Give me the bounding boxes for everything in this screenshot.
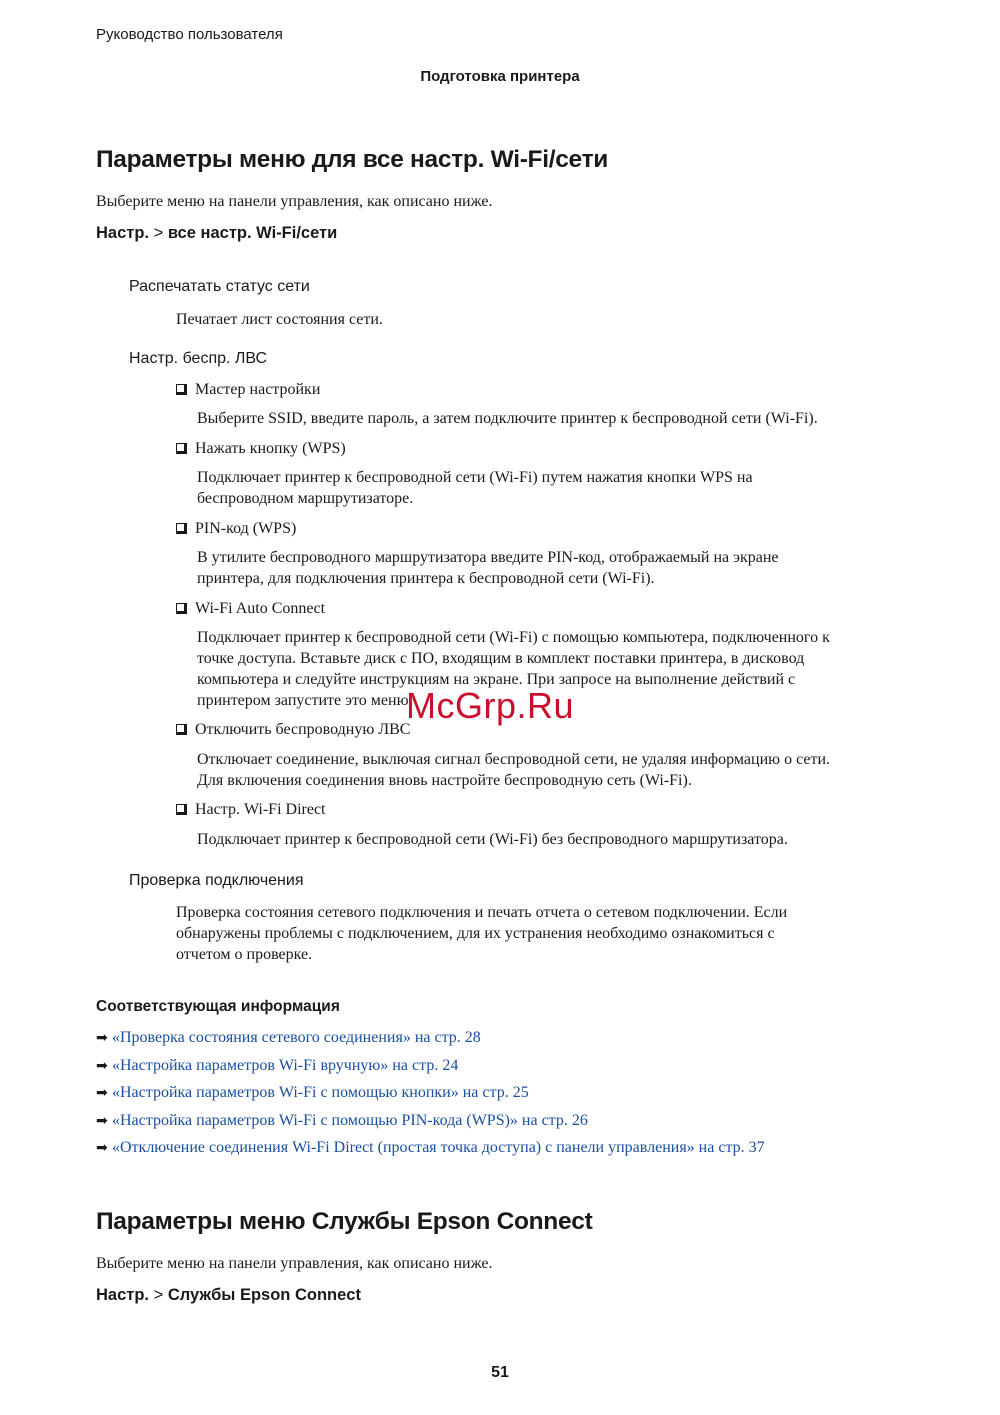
menu-path-separator: > xyxy=(149,1286,168,1304)
menu-connection-check: Проверка подключения xyxy=(129,872,304,889)
menu-path-root: Настр. xyxy=(96,224,150,242)
menu-path-separator: > xyxy=(149,224,168,242)
related-link[interactable]: ➡ «Настройка параметров Wi-Fi с помощью PIN-кода (WPS)» на стр. 26 xyxy=(96,1112,588,1129)
wlan-item-auto-connect-desc: Подключает принтер к беспроводной сети (Wi-Fi) с помощью компьютера, подключенного к точке доступа. Вставьте диск с ПО, входящим в комплект поставки принтера, в дисковод компьютера и следуйте инструкциям на экране. При запросе на выполнение действий с принтером запустите это меню. xyxy=(197,629,830,709)
arrow-right-icon: ➡ xyxy=(96,1058,108,1074)
section-title-epson-connect: Параметры меню Службы Epson Connect xyxy=(96,1208,593,1235)
wlan-item-disable: Отключить беспроводную ЛВС xyxy=(176,721,410,739)
wlan-item-wifi-direct: Настр. Wi-Fi Direct xyxy=(176,801,326,819)
checkbox-bullet-icon xyxy=(176,804,187,815)
menu-path-root: Настр. xyxy=(96,1286,150,1304)
section-intro-wifi: Выберите меню на панели управления, как описано ниже. xyxy=(96,193,493,210)
related-link[interactable]: ➡ «Настройка параметров Wi-Fi вручную» на стр. 24 xyxy=(96,1057,459,1074)
running-header: Руководство пользователя xyxy=(96,26,283,43)
menu-wlan-setup: Настр. беспр. ЛВС xyxy=(129,350,268,367)
checkbox-bullet-icon xyxy=(176,523,187,534)
related-link[interactable]: ➡ «Отключение соединения Wi-Fi Direct (простая точка доступа) с панели управления» на стр. 37 xyxy=(96,1139,765,1156)
page-number: 51 xyxy=(491,1364,509,1381)
menu-connection-check-desc: Проверка состояния сетевого подключения и печать отчета о сетевом подключении. Если обнаружены проблемы с подключением, для их устранения необходимо ознакомиться с отчетом о проверке. xyxy=(176,904,788,963)
menu-print-status: Распечатать статус сети xyxy=(129,278,310,295)
menu-path-wifi xyxy=(96,224,337,243)
wlan-item-wps-button-desc: Подключает принтер к беспроводной сети (Wi-Fi) путем нажатия кнопки WPS на беспроводном маршрутизаторе. xyxy=(197,469,753,507)
wlan-item-wps-pin: PIN-код (WPS) xyxy=(176,520,296,538)
section-title-wifi: Параметры меню для все настр. Wi-Fi/сети xyxy=(96,146,609,173)
arrow-right-icon: ➡ xyxy=(96,1113,108,1129)
wlan-item-wps-button: Нажать кнопку (WPS) xyxy=(176,440,346,458)
arrow-right-icon: ➡ xyxy=(96,1085,108,1101)
arrow-right-icon: ➡ xyxy=(96,1140,108,1156)
watermark: McGrp.Ru xyxy=(406,685,575,726)
wlan-item-wizard-desc: Выберите SSID, введите пароль, а затем подключите принтер к беспроводной сети (Wi-Fi). xyxy=(197,410,818,427)
checkbox-bullet-icon xyxy=(176,724,187,735)
related-link[interactable]: ➡ «Проверка состояния сетевого соединения» на стр. 28 xyxy=(96,1029,481,1046)
related-info-title: Соответствующая информация xyxy=(96,998,340,1015)
wlan-item-disable-desc: Отключает соединение, выключая сигнал беспроводной сети, не удаляя информацию о сети. Для включения соединения вновь настройте беспроводную сеть (Wi-Fi). xyxy=(197,751,831,789)
section-intro-epson-connect: Выберите меню на панели управления, как описано ниже. xyxy=(96,1255,493,1272)
menu-path-leaf: все настр. Wi-Fi/сети xyxy=(167,224,338,242)
checkbox-bullet-icon xyxy=(176,603,187,614)
menu-print-status-desc: Печатает лист состояния сети. xyxy=(176,311,383,328)
menu-path-epson-connect xyxy=(96,1286,361,1305)
arrow-right-icon: ➡ xyxy=(96,1030,108,1046)
menu-path-leaf: Службы Epson Connect xyxy=(167,1286,361,1304)
wlan-item-wizard: Мастер настройки xyxy=(176,381,320,399)
wlan-item-wifi-direct-desc: Подключает принтер к беспроводной сети (Wi-Fi) без беспроводного маршрутизатора. xyxy=(197,831,788,848)
wlan-item-auto-connect: Wi-Fi Auto Connect xyxy=(176,600,325,618)
related-link[interactable]: ➡ «Настройка параметров Wi-Fi с помощью кнопки» на стр. 25 xyxy=(96,1084,529,1101)
checkbox-bullet-icon xyxy=(176,443,187,454)
chapter-title: Подготовка принтера xyxy=(420,68,580,85)
checkbox-bullet-icon xyxy=(176,384,187,395)
wlan-item-wps-pin-desc: В утилите беспроводного маршрутизатора введите PIN-код, отображаемый на экране принтера, для подключения принтера к беспроводной сети (Wi-Fi). xyxy=(197,549,779,587)
